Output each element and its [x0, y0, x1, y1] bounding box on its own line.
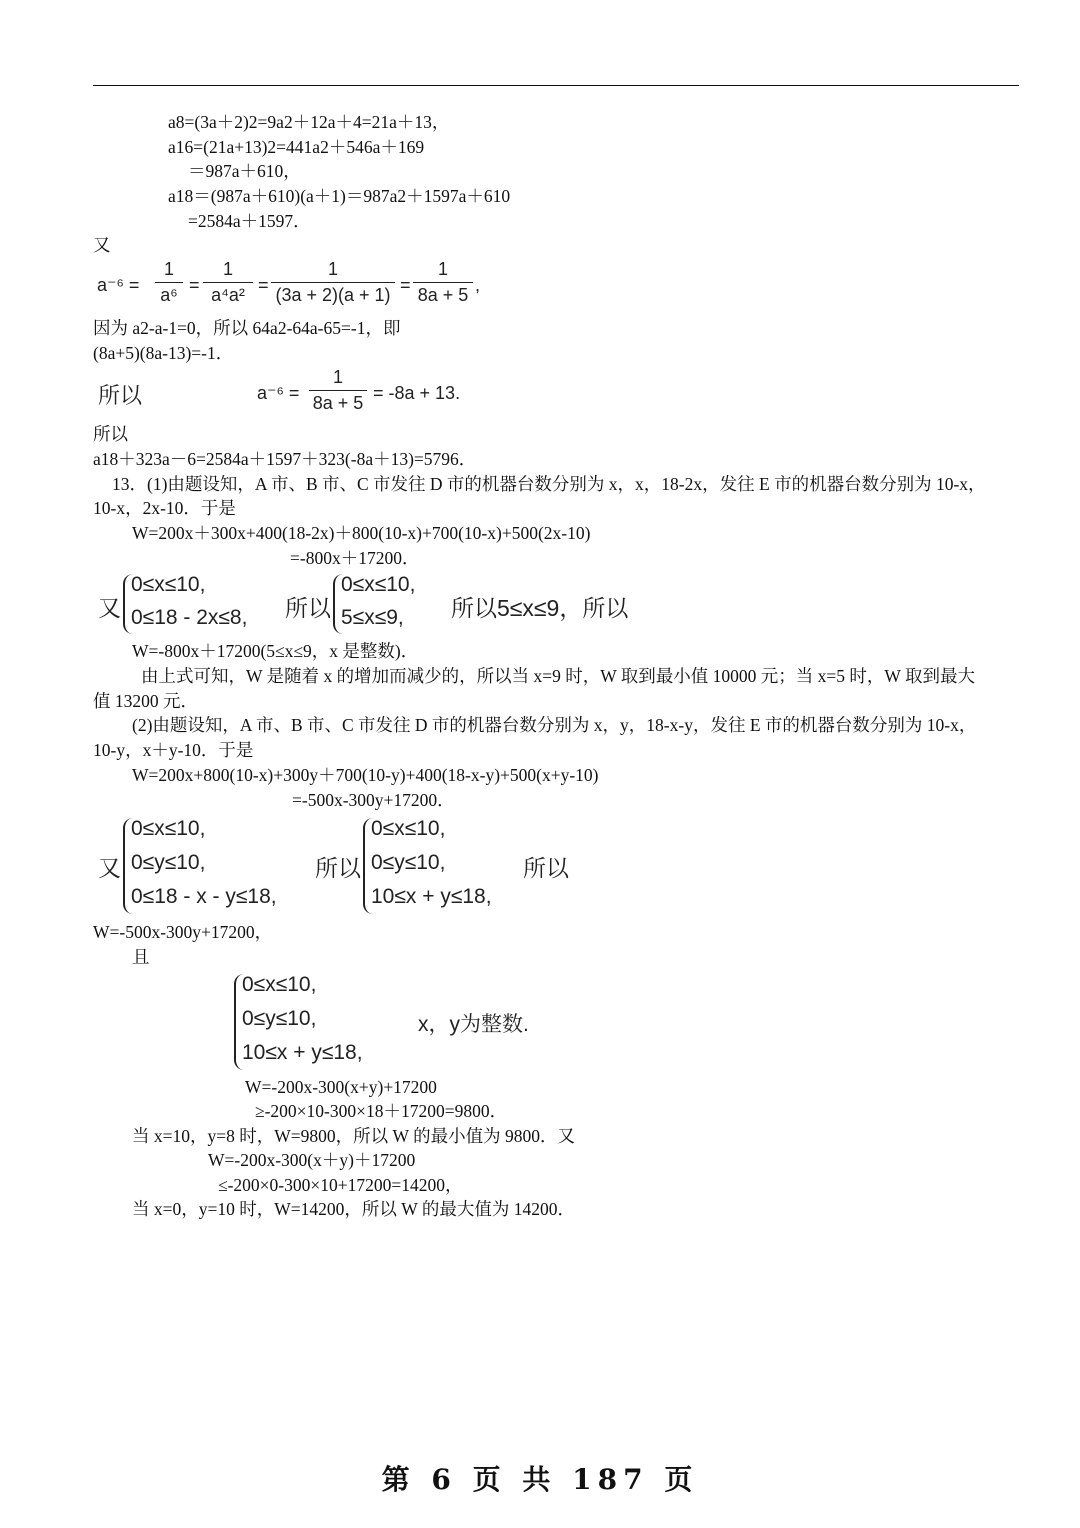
- fraction: [309, 367, 367, 414]
- inequality: 0≤x≤10,: [131, 817, 206, 840]
- fraction-numerator: 1: [222, 259, 233, 279]
- text-line: ＝987a＋610，: [188, 161, 301, 181]
- inequality: 0≤x≤10,: [131, 573, 206, 596]
- inequality: 0≤y≤10,: [371, 851, 446, 874]
- formula-lhs: a⁻⁶ =: [97, 275, 140, 295]
- text-line: 10-x，2x-10．于是: [93, 498, 236, 518]
- text-line: W=-200x-300(x+y)+17200: [245, 1077, 437, 1097]
- text-line: 当 x=10，y=8 时，W=9800，所以 W 的最小值为 9800．又: [132, 1126, 575, 1146]
- inequality-system-image-3: [228, 970, 548, 1074]
- conclusion: 所以5≤x≤9，所以: [451, 595, 629, 621]
- you-label: 又: [98, 855, 121, 881]
- inequality: 0≤x≤10,: [242, 973, 317, 996]
- fraction-denominator: 8a + 5: [312, 393, 364, 413]
- text-line: (8a+5)(8a-13)=-1．: [93, 343, 234, 363]
- text-line: W=-200x-300(x＋y)＋17200: [208, 1150, 416, 1170]
- fraction-denominator: a⁴a²: [211, 285, 245, 305]
- text-line: 因为 a2-a-1=0，所以 64a2-64a-65=-1，即: [93, 318, 401, 338]
- text-line: a8=(3a＋2)2=9a2＋12a＋4=21a＋13，: [168, 112, 450, 132]
- inequality: 0≤x≤10,: [341, 573, 416, 596]
- text-line: W=200x+800(10-x)+300y＋700(10-y)+400(18-x-y)+500(x+y-10): [132, 765, 599, 785]
- text-line: W=-500x-300y+17200，: [93, 922, 273, 942]
- text-line: =-500x-300y+17200．: [292, 790, 455, 810]
- integer-note: x，y为整数.: [418, 1013, 529, 1036]
- fraction: [271, 259, 395, 306]
- suoyi-label: 所以: [523, 855, 569, 881]
- formula-rhs: = -8a + 13.: [373, 383, 461, 403]
- text-line: 由上式可知，W 是随着 x 的增加而减少的，所以当 x=9 时，W 取到最小值 10000 元；当 x=5 时，W 取到最大: [141, 666, 975, 686]
- fraction-numerator: 1: [332, 367, 343, 387]
- inequality: 0≤y≤10,: [242, 1007, 317, 1030]
- inequality: 0≤18 - x - y≤18,: [131, 885, 277, 908]
- fraction: [155, 259, 183, 306]
- text-line: 值 13200 元．: [93, 691, 198, 711]
- fraction-numerator: 1: [163, 259, 174, 279]
- text-line: 当 x=0，y=10 时，W=14200，所以 W 的最大值为 14200．: [132, 1199, 575, 1219]
- formula-image-a-neg6-result: [95, 367, 475, 419]
- text-line: 又: [93, 235, 111, 255]
- text-line: W=200x＋300x+400(18-2x)＋800(10-x)+700(10-x)+500(2x-10): [132, 523, 591, 543]
- text-line: ≥-200×10-300×18＋17200=9800．: [255, 1101, 508, 1121]
- inequality-system-image-2: [95, 814, 575, 918]
- fraction-denominator: a⁶: [160, 285, 178, 305]
- formula-lhs: a⁻⁶ =: [257, 383, 300, 403]
- inequality: 5≤x≤9,: [341, 606, 404, 629]
- header-rule: [93, 85, 1019, 86]
- inequality: 0≤x≤10,: [371, 817, 446, 840]
- text-line: =2584a＋1597．: [188, 211, 311, 231]
- text-line: W=-800x＋17200(5≤x≤9，x 是整数)．: [132, 641, 419, 661]
- text-line: a18＝(987a＋610)(a＋1)＝987a2＋1597a＋610: [168, 186, 511, 206]
- text-line: 13．(1)由题设知，A 市、B 市、C 市发往 D 市的机器台数分别为 x，x，18-2x，发往 E 市的机器台数分别为 10-x，: [112, 474, 986, 494]
- page-footer: 第 6 页 共 187 页: [381, 1463, 699, 1496]
- you-label: 又: [98, 595, 121, 621]
- suoyi-label: 所以: [285, 595, 331, 621]
- text-line: 10-y，x＋y-10．于是: [93, 740, 254, 760]
- fraction-numerator: 1: [437, 259, 448, 279]
- text-line: a18＋323a－6=2584a＋1597＋323(-8a＋13)=5796．: [93, 449, 477, 469]
- inequality-system-image-1: [95, 570, 655, 638]
- text-line: =-800x＋17200．: [290, 548, 420, 568]
- text-line: (2)由题设知，A 市、B 市、C 市发往 D 市的机器台数分别为 x，y，18-x-y，发往 E 市的机器台数分别为 10-x，: [132, 715, 977, 735]
- formula-image-a-neg6: [95, 258, 495, 313]
- fraction-denominator: 8a + 5: [417, 285, 469, 305]
- text-line: ≤-200×0-300×10+17200=14200，: [218, 1175, 463, 1195]
- inequality: 0≤y≤10,: [131, 851, 206, 874]
- fraction: [413, 259, 473, 306]
- fraction-denominator: (3a + 2)(a + 1): [275, 285, 391, 305]
- text-line: 且: [132, 947, 150, 967]
- inequality: 10≤x + y≤18,: [242, 1041, 363, 1064]
- equals-sign: =: [189, 275, 200, 295]
- inequality: 0≤18 - 2x≤8,: [131, 606, 248, 629]
- suoyi-label: 所以: [315, 855, 361, 881]
- equals-sign: =: [258, 275, 269, 295]
- text-line: 所以: [93, 424, 128, 444]
- equals-sign: =: [400, 275, 411, 295]
- text-line: a16=(21a+13)2=441a2＋546a＋169: [168, 137, 425, 157]
- inequality: 10≤x + y≤18,: [371, 885, 492, 908]
- fraction: [203, 259, 253, 306]
- fraction-numerator: 1: [327, 259, 338, 279]
- comma: ,: [475, 275, 481, 295]
- suoyi-label: 所以: [98, 383, 143, 408]
